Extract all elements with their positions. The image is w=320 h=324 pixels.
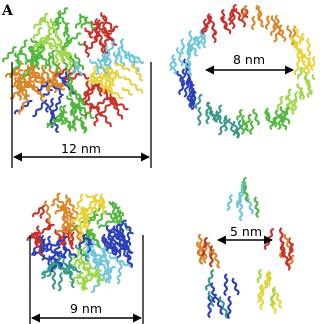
cage-side-view — [3, 8, 151, 168]
panel-label: A — [2, 3, 13, 19]
helix-ribbon — [252, 17, 255, 29]
cage-side-measurement: 12 nm — [61, 141, 101, 156]
helix-ribbon — [202, 238, 206, 255]
helix-ribbon — [307, 39, 310, 55]
helix-ribbon — [33, 103, 44, 117]
protein-ring-8nm — [170, 5, 315, 138]
helix-ribbon — [98, 267, 116, 277]
helix-ribbon — [198, 108, 201, 125]
helix-ribbon — [49, 53, 59, 73]
helix-ribbon — [237, 110, 242, 119]
helix-ribbon — [213, 250, 219, 267]
helix-ribbon — [115, 63, 129, 71]
helix-ribbon — [34, 28, 42, 38]
helix-ribbon — [179, 82, 183, 94]
helix-ribbon — [285, 235, 289, 247]
helix-ribbon — [224, 275, 227, 295]
helix-ribbon — [303, 61, 306, 72]
small-cage-pore-measurement: 5 nm — [229, 224, 263, 239]
helix-ribbon — [274, 290, 281, 307]
helix-ribbon — [255, 198, 259, 217]
helix-ribbon — [253, 110, 259, 125]
helix-ribbon — [123, 88, 132, 95]
helix-ribbon — [59, 273, 62, 290]
helix-ribbon — [52, 267, 55, 288]
helix-ribbon — [288, 96, 291, 108]
helix-ribbon — [250, 122, 253, 134]
helix-ribbon — [206, 113, 209, 124]
helix-ribbon — [183, 70, 185, 81]
protein-cage-12nm — [3, 8, 143, 132]
helix-ribbon — [132, 64, 142, 80]
helix-ribbon — [266, 16, 269, 28]
small-cage-side-view — [28, 194, 144, 324]
helix-ribbon — [258, 17, 263, 26]
cage-pore-measurement: 8 nm — [232, 52, 266, 67]
helix-ribbon — [100, 99, 113, 116]
helix-ribbon — [118, 261, 122, 283]
cage-pore-view — [170, 5, 315, 138]
protein-trimer-5nm — [197, 178, 293, 318]
small-cage-measurement: 9 nm — [69, 301, 103, 316]
helix-ribbon — [236, 9, 241, 20]
helix-ribbon — [233, 279, 239, 294]
helix-ribbon — [228, 297, 231, 318]
helix-ribbon — [50, 99, 53, 110]
helix-ribbon — [208, 296, 211, 317]
helix-ribbon — [3, 47, 16, 61]
helix-ribbon — [99, 31, 104, 52]
helix-ribbon — [45, 100, 48, 111]
helix-ribbon — [313, 75, 315, 91]
helix-ribbon — [182, 39, 184, 53]
helix-ribbon — [206, 103, 209, 113]
helix-ribbon — [101, 113, 110, 127]
helix-ribbon — [211, 18, 216, 35]
helix-ribbon — [265, 229, 273, 249]
helix-ribbon — [189, 31, 191, 45]
helix-ribbon — [94, 108, 99, 126]
helix-ribbon — [295, 62, 299, 75]
helix-ribbon — [60, 8, 67, 16]
helix-ribbon — [258, 270, 261, 282]
helix-ribbon — [311, 57, 314, 70]
protein-cage-9nm — [28, 194, 133, 292]
small-cage-pore-view — [197, 178, 293, 318]
helix-ribbon — [196, 95, 201, 108]
helix-ribbon — [240, 201, 243, 220]
helix-ribbon — [228, 195, 232, 209]
